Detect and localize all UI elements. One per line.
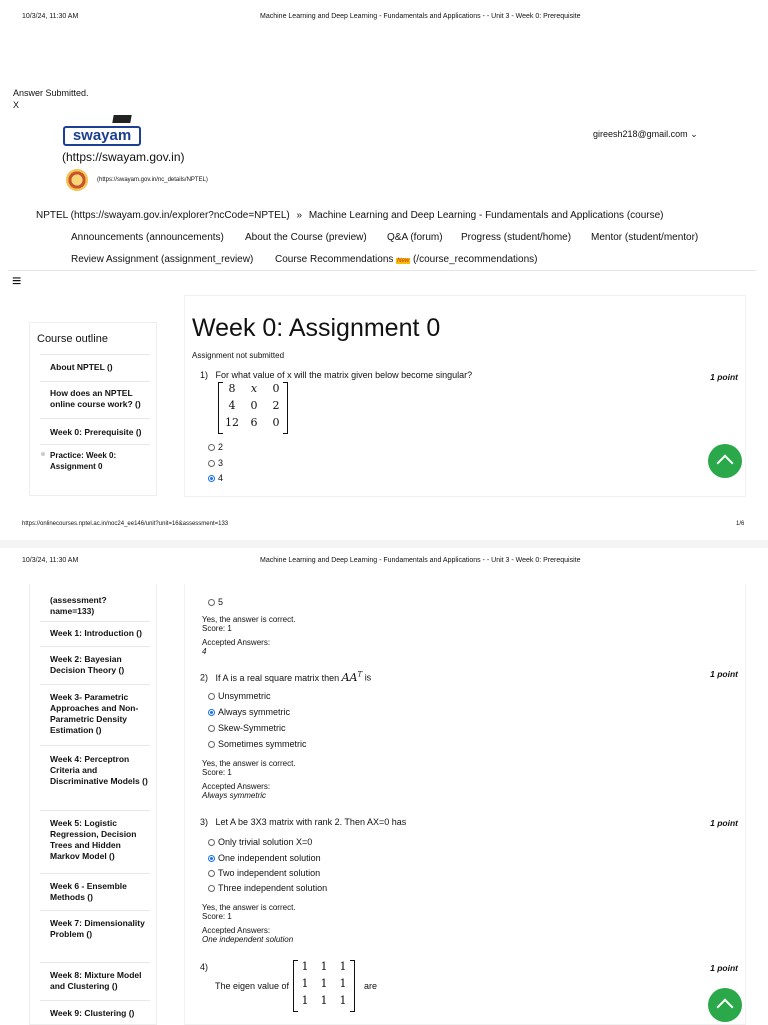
feedback-correct: Yes, the answer is correct. (202, 615, 296, 624)
q3-option-three[interactable] (208, 883, 327, 894)
print-title: Machine Learning and Deep Learning - Fundamentals and Applications - - Unit 3 - Week 0: Prerequisite (260, 557, 581, 564)
new-badge: New (397, 258, 410, 264)
chevron-down-icon: ⌄ (690, 129, 698, 139)
scroll-to-top-button[interactable] (708, 988, 742, 1022)
divider (40, 873, 150, 874)
nav-course-recommendations[interactable] (275, 254, 537, 265)
feedback-score: Score: 1 (202, 912, 232, 921)
matrix-cell: 1 (301, 994, 309, 1007)
points-label: 1 point (710, 372, 738, 382)
option-label: 3 (218, 458, 224, 468)
radio-button[interactable] (208, 599, 215, 606)
accepted-answer: 4 (202, 647, 207, 656)
matrix-cell: 0 (272, 416, 280, 429)
q2-option-unsymmetric[interactable] (208, 691, 271, 702)
accepted-answers-label: Accepted Answers: (202, 926, 271, 935)
radio-button-selected[interactable] (208, 475, 215, 482)
radio-button[interactable] (208, 725, 215, 732)
radio-button[interactable] (208, 870, 215, 877)
option-label: Two independent solution (218, 868, 321, 878)
matrix-cell: 1 (320, 994, 328, 1007)
math-expression (342, 671, 363, 684)
breadcrumb-separator: » (296, 210, 303, 221)
print-datetime: 10/3/24, 11:30 AM (22, 13, 79, 20)
math-superscript: T (357, 670, 363, 678)
q2-option-sometimes-symmetric[interactable] (208, 739, 307, 750)
nptel-logo[interactable] (66, 169, 88, 191)
option-label: Skew-Symmetric (218, 723, 286, 733)
accepted-answers-label: Accepted Answers: (202, 638, 271, 647)
print-datetime: 10/3/24, 11:30 AM (22, 557, 79, 564)
print-url: https://onlinecourses.nptel.ac.in/noc24_ee146/unit?unit=16&assessment=133 (22, 521, 229, 527)
sidebar-item-week7[interactable]: Week 7: Dimensionality Problem () (50, 918, 145, 939)
option-label: Sometimes symmetric (218, 739, 307, 749)
points-label: 1 point (710, 963, 738, 973)
page-break (0, 540, 768, 548)
divider (40, 646, 150, 647)
radio-button[interactable] (208, 460, 215, 467)
matrix-q4 (293, 960, 355, 1012)
radio-button[interactable] (208, 885, 215, 892)
matrix-cell: 1 (320, 960, 328, 973)
option-label: 2 (218, 442, 224, 452)
divider (40, 621, 150, 622)
divider (40, 444, 150, 445)
feedback-correct: Yes, the answer is correct. (202, 759, 296, 768)
sidebar-item-how-course-works[interactable]: How does an NPTEL online course work? () (50, 388, 141, 409)
radio-button[interactable] (208, 839, 215, 846)
matrix-cell: 0 (272, 382, 280, 395)
user-email: gireesh218@gmail.com (593, 129, 688, 139)
feedback-score: Score: 1 (202, 768, 232, 777)
nav-divider (8, 270, 756, 271)
matrix-cell: 0 (250, 399, 258, 412)
course-outline-card (29, 584, 157, 1025)
question-number: 2) (200, 672, 209, 683)
q2-feedback (202, 759, 296, 800)
assignment-status: Assignment not submitted (192, 351, 285, 360)
matrix-cell: 1 (339, 994, 347, 1007)
swayam-logo[interactable] (63, 118, 141, 148)
radio-button-selected[interactable] (208, 855, 215, 862)
nav-mentor[interactable]: Mentor (student/mentor) (591, 232, 699, 243)
divider (40, 684, 150, 685)
matrix-cell: 1 (339, 977, 347, 990)
alert-close-button[interactable]: X (13, 100, 20, 110)
print-page-number: 1/6 (736, 521, 745, 527)
option-label: Three independent solution (218, 883, 328, 893)
divider (40, 381, 150, 382)
question-4-text-end: are (364, 981, 378, 991)
divider (40, 745, 150, 746)
nav-about-course[interactable]: About the Course (preview) (245, 232, 367, 243)
radio-button[interactable] (208, 693, 215, 700)
question-4-number: 4) (200, 962, 209, 972)
divider (40, 962, 150, 963)
divider (40, 810, 150, 811)
matrix-cell: 4 (228, 399, 236, 412)
breadcrumb-course[interactable]: Machine Learning and Deep Learning - Fundamentals and Applications (course) (308, 210, 664, 221)
q2-option-skew-symmetric[interactable] (208, 723, 286, 734)
alert-message: Answer Submitted. (13, 88, 89, 98)
sidebar-item-practice-week0-link[interactable]: (assessment? name=133) (50, 595, 107, 616)
q3-option-two[interactable] (208, 868, 320, 879)
accepted-answers-label: Accepted Answers: (202, 782, 271, 791)
q1-option-3[interactable] (208, 458, 223, 469)
divider (40, 910, 150, 911)
option-label: 4 (218, 473, 224, 483)
breadcrumb (36, 210, 664, 221)
nav-progress[interactable]: Progress (student/home) (461, 232, 572, 243)
sidebar-item-week4[interactable]: Week 4: Perceptron Criteria and Discriminative Models () (50, 754, 148, 786)
graduation-cap-icon (112, 115, 131, 123)
nav-course-recommendations-label: Course Recommendations (275, 254, 394, 265)
points-label: 1 point (710, 818, 738, 828)
question-number: 1) (200, 370, 209, 380)
q3-option-one[interactable] (208, 853, 321, 864)
sidebar-item-week8[interactable]: Week 8: Mixture Model and Clustering () (50, 970, 142, 991)
user-menu[interactable] (593, 129, 698, 140)
matrix-cell: 8 (228, 382, 236, 395)
matrix-q1 (218, 382, 288, 434)
question-4-text: The eigen value of (215, 981, 290, 991)
course-outline-title: Course outline (37, 333, 108, 345)
breadcrumb-nptel[interactable]: NPTEL (https://swayam.gov.in/explorer?ncCode=NPTEL) (36, 210, 290, 221)
sidebar-item-week0[interactable]: Week 0: Prerequisite () (50, 427, 142, 437)
matrix-cell: 2 (272, 399, 280, 412)
bullet-icon (41, 452, 45, 456)
radio-button[interactable] (208, 444, 215, 451)
matrix-cell: 1 (301, 960, 309, 973)
nav-qa[interactable]: Q&A (forum) (387, 232, 443, 243)
q3-option-trivial[interactable] (208, 837, 312, 848)
nptel-link[interactable]: (https://swayam.gov.in/nc_details/NPTEL) (97, 177, 208, 183)
sidebar-item-week3[interactable]: Week 3- Parametric Approaches and Non-Parametric Density Estimation () (50, 692, 139, 735)
q1-option-5[interactable] (208, 597, 223, 608)
q1-option-2[interactable] (208, 442, 223, 453)
print-title: Machine Learning and Deep Learning - Fundamentals and Applications - - Unit 3 - Week 0: Prerequisite (260, 13, 581, 20)
sidebar-item-about-nptel[interactable]: About NPTEL () (50, 362, 113, 372)
q2-option-always-symmetric[interactable] (208, 707, 290, 718)
option-label: Always symmetric (218, 707, 291, 717)
feedback-score: Score: 1 (202, 624, 232, 633)
scroll-to-top-button[interactable] (708, 444, 742, 478)
question-text: Let A be 3X3 matrix with rank 2. Then AX=0 has (215, 817, 407, 827)
divider (40, 418, 150, 419)
matrix-cell: 12 (225, 416, 239, 429)
q3-feedback (202, 903, 296, 944)
option-label: One independent solution (218, 853, 321, 863)
accepted-answer: One independent solution (202, 935, 294, 944)
feedback-correct: Yes, the answer is correct. (202, 903, 296, 912)
swayam-link[interactable]: (https://swayam.gov.in) (62, 150, 185, 164)
option-label: Only trivial solution X=0 (218, 837, 313, 847)
points-label: 1 point (710, 669, 738, 679)
math-base: AA (341, 670, 358, 684)
nav-announcements[interactable]: Announcements (announcements) (71, 232, 224, 243)
option-label: Unsymmetric (218, 691, 271, 701)
question-2 (200, 670, 371, 684)
sidebar-item-week1[interactable]: Week 1: Introduction () (50, 628, 142, 638)
matrix-cell: 1 (339, 960, 347, 973)
q1-feedback (202, 615, 296, 656)
sidebar-item-week2[interactable]: Week 2: Bayesian Decision Theory () (50, 654, 125, 675)
question-number: 3) (200, 817, 209, 827)
question-3 (200, 817, 406, 827)
option-label: 5 (218, 597, 224, 607)
hamburger-icon[interactable]: ≡ (12, 273, 22, 290)
matrix-cell: 1 (320, 977, 328, 990)
accepted-answer: Always symmetric (202, 791, 267, 800)
matrix-cell: 6 (250, 416, 258, 429)
sidebar-item-week9[interactable]: Week 9: Clustering () (50, 1008, 135, 1018)
q1-option-4[interactable] (208, 473, 223, 484)
nav-review-assignment[interactable]: Review Assignment (assignment_review) (71, 254, 254, 265)
sidebar-item-practice-week0[interactable]: Practice: Week 0: Assignment 0 (50, 451, 117, 471)
question-1 (200, 370, 472, 380)
radio-button-selected[interactable] (208, 709, 215, 716)
question-text: For what value of x will the matrix given below become singular? (215, 370, 473, 380)
question-text-end: is (364, 672, 372, 683)
matrix-bracket-left (218, 382, 223, 434)
radio-button[interactable] (208, 741, 215, 748)
matrix-cell: 1 (301, 977, 309, 990)
nav-course-recommendations-path: (/course_recommendations) (412, 254, 538, 265)
swayam-logo-text: swayam (63, 126, 141, 146)
divider (40, 1000, 150, 1001)
page-title: Week 0: Assignment 0 (192, 314, 441, 342)
divider (40, 354, 150, 355)
sidebar-item-week6[interactable]: Week 6 - Ensemble Methods () (50, 881, 127, 902)
matrix-cell: x (250, 382, 258, 395)
question-text: If A is a real square matrix then (215, 672, 340, 683)
sidebar-item-week5[interactable]: Week 5: Logistic Regression, Decision Trees and Hidden Markov Model () (50, 818, 137, 861)
